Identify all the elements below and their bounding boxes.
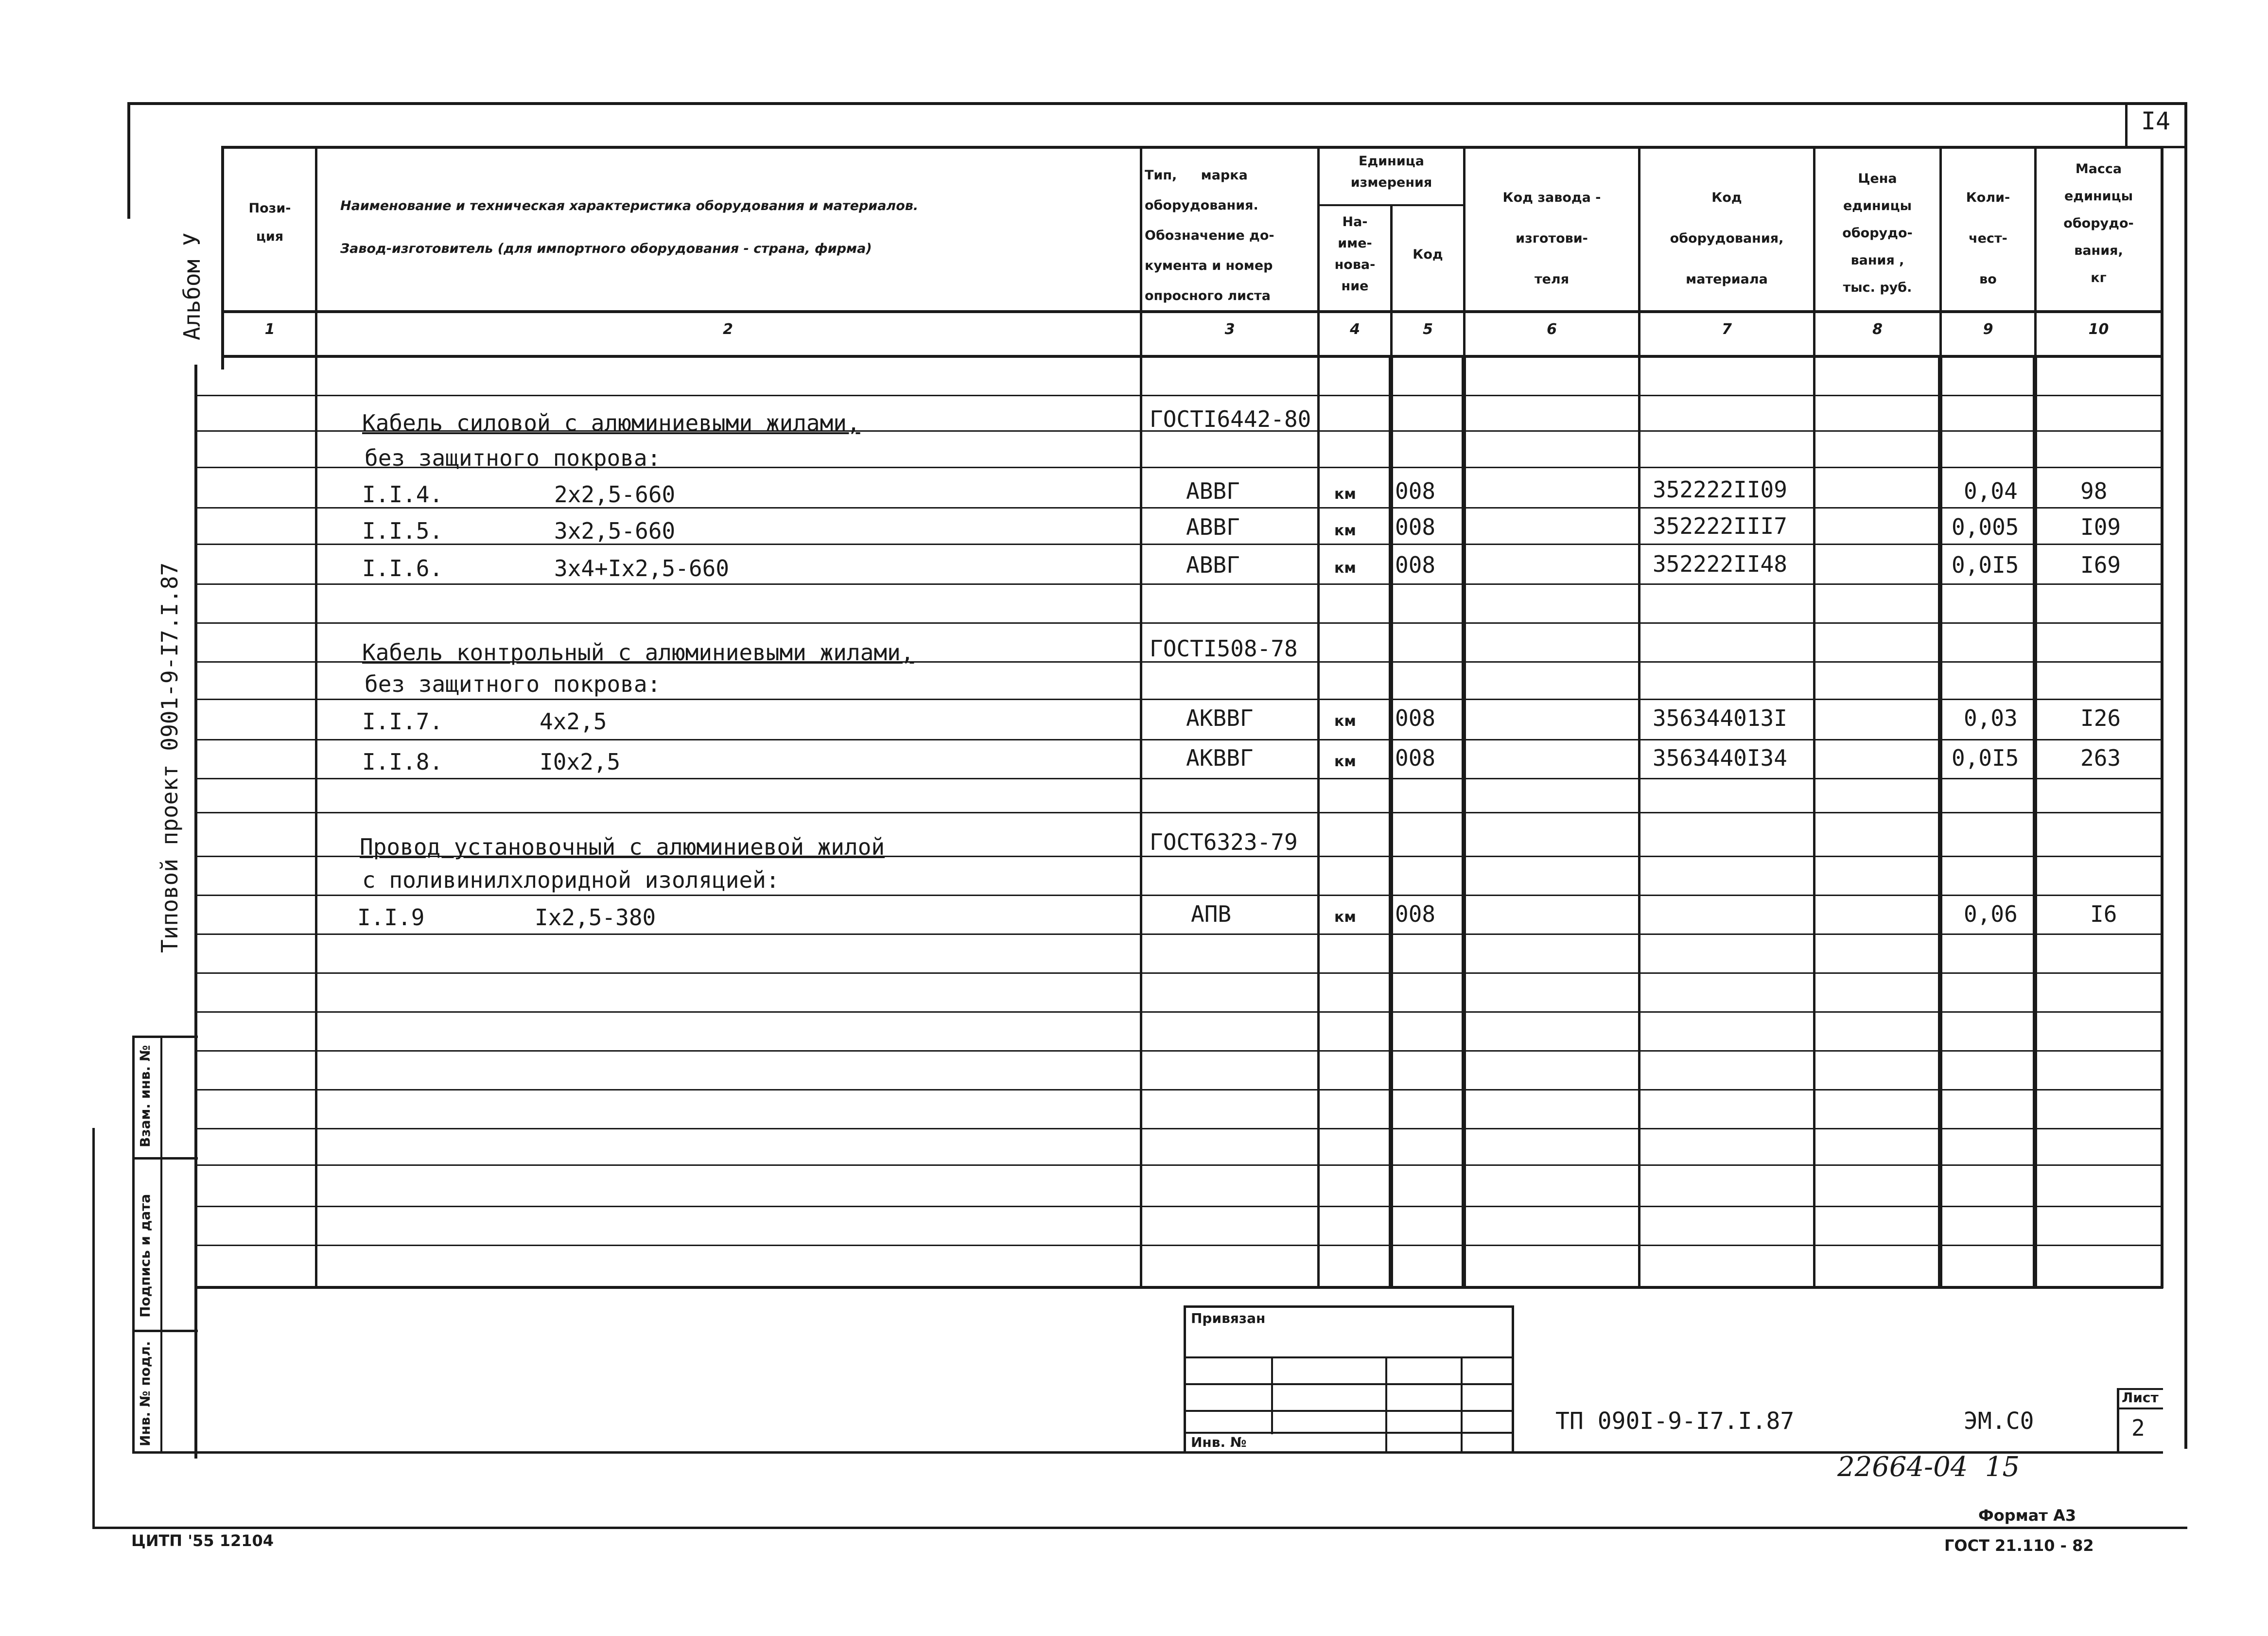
- quantity: 0,005: [1952, 514, 2019, 540]
- designation: ТП 090I-9-I7.I.87: [1555, 1407, 1795, 1435]
- handwritten-number: 22664-04 15: [1837, 1451, 2020, 1483]
- header-unit: Единица измерения: [1350, 154, 1432, 190]
- section-subtitle: без защитного покрова:: [365, 445, 661, 471]
- section-title: Кабель силовой с алюминиевыми жилами,: [362, 410, 860, 436]
- header-col2: Наименование и техническая характеристика оборудования и материалов. Завод-изготовитель (для импортного оборудования - страна, фирма): [340, 198, 919, 256]
- row-rule: [197, 972, 2163, 974]
- row-rule: [197, 812, 2163, 813]
- mass: 98: [2080, 478, 2108, 504]
- spec: Iх2,5-380: [535, 904, 656, 931]
- material-code: 356344013I: [1653, 705, 1787, 731]
- row-rule: [197, 933, 2163, 935]
- type: АВВГ: [1186, 478, 1240, 504]
- header-col9: Коли- чест- во: [1966, 190, 2010, 287]
- header-col10: Масса единицы оборудо- вания, кг: [2063, 161, 2134, 285]
- column-number: 3: [1224, 321, 1235, 338]
- header-col5: Код: [1413, 247, 1443, 262]
- doc-reference: ГОСТI508-78: [1150, 635, 1298, 662]
- column-number: 2: [723, 321, 733, 338]
- spec: 3х4+Iх2,5-660: [554, 555, 730, 581]
- header-col6: Код завода - изготови- теля: [1502, 190, 1601, 287]
- list-label: Лист: [2122, 1390, 2159, 1406]
- column-number: 5: [1423, 321, 1433, 338]
- unit-code: 008: [1395, 901, 1436, 927]
- type: АВВГ: [1186, 514, 1240, 540]
- project-label: Типовой проект 0901-9-I7.I.87: [157, 562, 183, 953]
- material-code: 352222III7: [1653, 513, 1787, 539]
- type: АКВВГ: [1186, 705, 1254, 731]
- inv-no-label: Инв. №: [1191, 1434, 1247, 1450]
- unit-code: 008: [1395, 745, 1436, 771]
- unit: км: [1334, 713, 1356, 730]
- mass: 263: [2080, 745, 2121, 771]
- material-code: 352222II09: [1653, 476, 1787, 503]
- unit-code: 008: [1395, 552, 1436, 578]
- mass: I26: [2080, 705, 2121, 731]
- stamp-inv: Инв. № подл.: [137, 1341, 153, 1446]
- stamp-podpis: Подпись и дата: [137, 1194, 153, 1318]
- unit: км: [1334, 560, 1356, 577]
- quantity: 0,03: [1964, 705, 2018, 731]
- spec: 2х2,5-660: [554, 481, 676, 508]
- type: АКВВГ: [1186, 745, 1254, 771]
- row-rule: [197, 778, 2163, 779]
- quantity: 0,0I5: [1952, 745, 2019, 771]
- row-rule: [197, 1245, 2163, 1246]
- spec: 3х2,5-660: [554, 518, 676, 544]
- column-number: 4: [1350, 321, 1360, 338]
- column-number: 6: [1547, 321, 1557, 338]
- header-col8: Цена единицы оборудо- вания , тыс. руб.: [1842, 171, 1913, 295]
- row-rule: [197, 395, 2163, 396]
- document-mark: ЭМ.С0: [1964, 1407, 2034, 1435]
- column-number: 8: [1872, 321, 1883, 338]
- column-number: 10: [2088, 321, 2109, 338]
- stamp-vzam: Взам. инв. №: [137, 1045, 153, 1147]
- album-label: Альбом У: [179, 232, 205, 340]
- quantity: 0,04: [1964, 478, 2018, 504]
- header-col7: Код оборудования, материала: [1670, 190, 1784, 287]
- row-rule: [197, 622, 2163, 624]
- gost-label: ГОСТ 21.110 - 82: [1944, 1536, 2094, 1555]
- column-number: 7: [1722, 321, 1732, 338]
- unit: км: [1334, 522, 1356, 539]
- header-col3: Тип, марка оборудования. Обозначение до- кумента и номер опросного листа: [1145, 168, 1274, 303]
- position: I.I.7.: [362, 708, 443, 735]
- unit-code: 008: [1395, 514, 1436, 540]
- row-rule: [197, 583, 2163, 585]
- row-rule: [197, 739, 2163, 740]
- header-col1: Пози- ция: [248, 201, 291, 244]
- row-rule: [197, 1164, 2163, 1166]
- row-rule: [197, 1011, 2163, 1013]
- spec: I0х2,5: [540, 749, 621, 775]
- unit: км: [1334, 909, 1356, 926]
- privyazan-label: Привязан: [1191, 1310, 1266, 1326]
- material-code: 3563440I34: [1653, 745, 1787, 771]
- row-rule: [197, 1206, 2163, 1207]
- format-label: Формат А3: [1978, 1506, 2076, 1525]
- row-rule: [197, 1050, 2163, 1052]
- quantity: 0,06: [1964, 901, 2018, 927]
- type: АВВГ: [1186, 552, 1240, 578]
- position: I.I.5.: [362, 518, 443, 544]
- doc-reference: ГОСТI6442-80: [1150, 406, 1311, 432]
- doc-reference: ГОСТ6323-79: [1150, 829, 1298, 855]
- mass: I09: [2080, 514, 2121, 540]
- row-rule: [197, 544, 2163, 545]
- quantity: 0,0I5: [1952, 552, 2019, 578]
- mass: I6: [2090, 901, 2117, 927]
- row-rule: [197, 1128, 2163, 1129]
- position: I.I.9: [357, 904, 425, 931]
- position: I.I.8.: [362, 749, 443, 775]
- material-code: 352222II48: [1653, 551, 1787, 577]
- type: АПВ: [1191, 901, 1232, 927]
- sheet-corner-number: I4: [2141, 107, 2171, 135]
- section-subtitle: без защитного покрова:: [365, 671, 661, 697]
- section-title: Провод установочный с алюминиевой жилой: [360, 834, 885, 860]
- row-rule: [197, 507, 2163, 509]
- column-number: 9: [1983, 321, 1993, 338]
- column-number: 1: [264, 321, 275, 338]
- mass: I69: [2080, 552, 2121, 578]
- position: I.I.6.: [362, 555, 443, 581]
- unit: км: [1334, 486, 1356, 503]
- spec: 4х2,5: [540, 708, 607, 735]
- unit: км: [1334, 753, 1356, 770]
- header-col4: На- име- нова- ние: [1334, 214, 1376, 294]
- unit-code: 008: [1395, 478, 1436, 504]
- list-value: 2: [2131, 1415, 2145, 1441]
- section-title: Кабель контрольный с алюминиевыми жилами,: [362, 639, 914, 666]
- unit-code: 008: [1395, 705, 1436, 731]
- row-rule: [197, 1089, 2163, 1091]
- section-subtitle: с поливинилхлоридной изоляцией:: [362, 867, 780, 893]
- position: I.I.4.: [362, 481, 443, 508]
- printer-label: ЦИТП '55 12104: [131, 1531, 274, 1550]
